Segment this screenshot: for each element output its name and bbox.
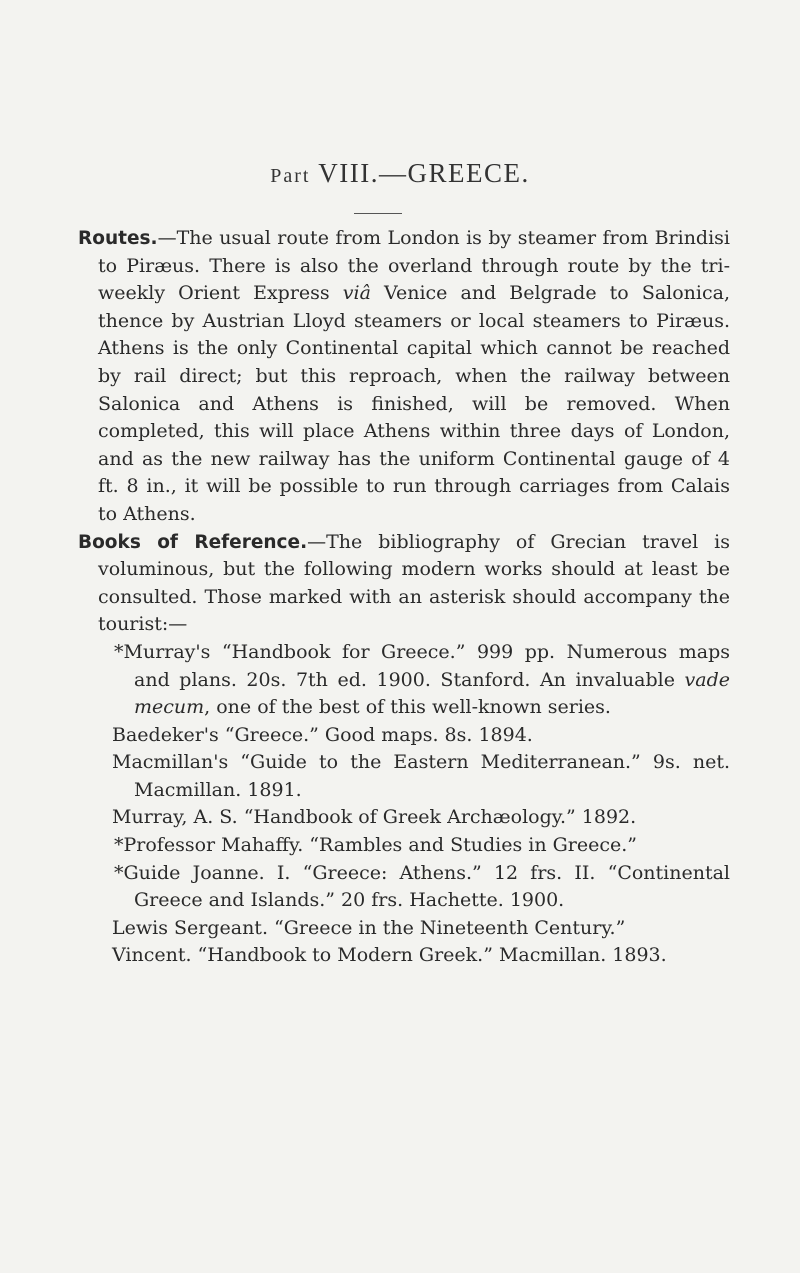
book-entry-mahaffy: *Professor Mahaffy. “Rambles and Studies in Greece.” [114, 834, 638, 857]
book-entry-vincent: Vincent. “Handbook to Modern Greek.” Macmillan. 1893. [112, 944, 667, 967]
books-paragraph [78, 529, 730, 639]
book-entry-text: *Murray's “Handbook for Greece.” 999 pp. Numerous maps and plans. 20s. 7th ed. 1900. Stanford. An invaluable [114, 640, 730, 691]
books-heading: Books of Reference. [78, 531, 308, 553]
book-entry-italic: vade mecum [134, 668, 730, 719]
title-part-label: Part [270, 165, 311, 187]
routes-heading: Routes. [78, 228, 158, 249]
title-divider [354, 213, 402, 214]
routes-italic: viâ [342, 282, 371, 305]
body-text [78, 225, 730, 970]
book-entry-joanne: *Guide Joanne. I. “Greece: Athens.” 12 frs. II. “Continental Greece and Islands.” 20 frs. Hachette. 1900. [114, 861, 730, 912]
book-entry-text-end: , one of the best of this well-known series. [204, 696, 611, 719]
book-entry-macmillan: Macmillan's “Guide to the Eastern Mediterranean.” 9s. net. Macmillan. 1891. [112, 751, 730, 801]
book-entry-sergeant: Lewis Sergeant. “Greece in the Nineteenth Century.” [112, 916, 626, 939]
book-entry-murray [78, 639, 730, 722]
page-title [0, 158, 800, 189]
routes-text-2: Venice and Belgrade to Salonica, thence by Austrian Lloyd steamers or local steamers to Piræus. Athens is the only Continental capital which cannot be reached by rail direct; but this reproach, when the railway between Salonica and Athens is finished, will be removed. When completed, this will place Athens within three days of London, and as the new railway has the uniform Continental gauge of 4 ft. 8 in., it will be possible to run through carriages from Calais to Athens. [98, 282, 730, 525]
book-entry-murray-archaeology: Murray, A. S. “Handbook of Greek Archæology.” 1892. [112, 806, 637, 829]
routes-text-1: —The usual route from London is by steamer from Brindisi to Piræus. There is also the overland through route by the tri-weekly Orient Express [98, 227, 730, 305]
routes-paragraph [78, 225, 730, 529]
book-entry-baedeker: Baedeker's “Greece.” Good maps. 8s. 1894. [112, 723, 533, 746]
title-rest: VIII.—GREECE. [310, 158, 530, 188]
books-intro: —The bibliography of Grecian travel is voluminous, but the following modern works should at least be consulted. Those marked with an asterisk should accompany the tourist:— [98, 530, 730, 636]
